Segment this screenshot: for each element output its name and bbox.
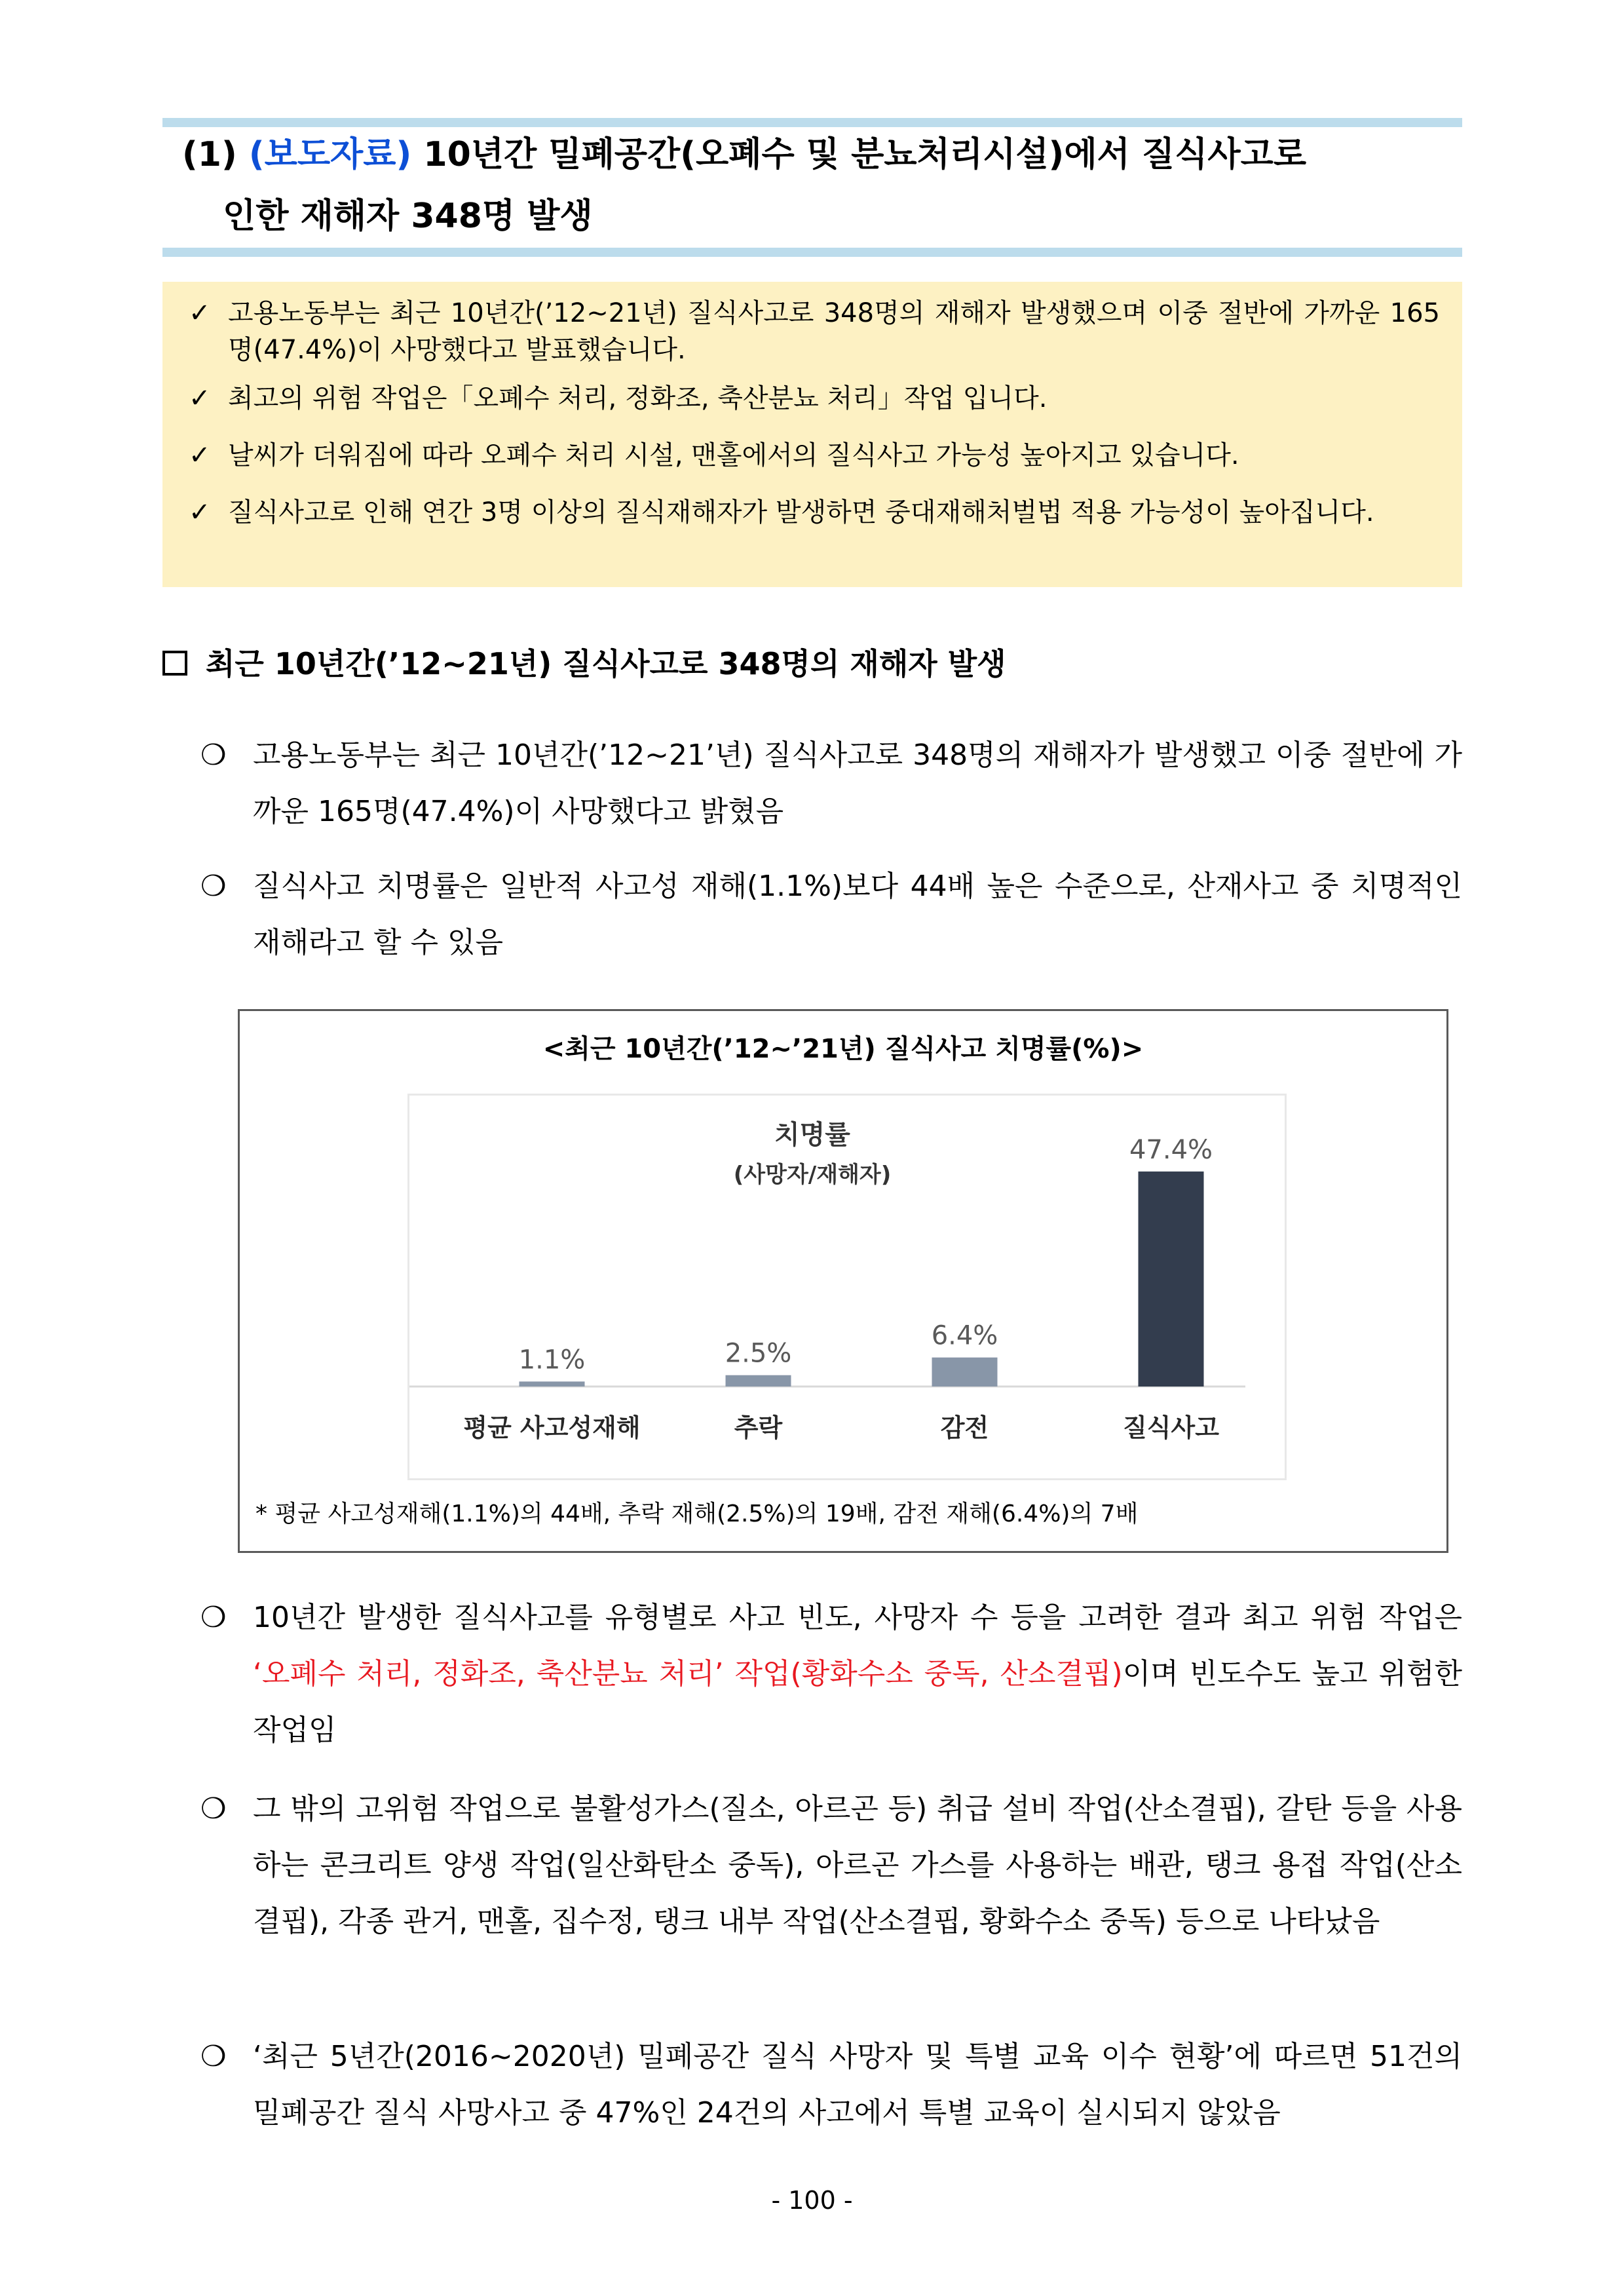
summary-item [189,494,1440,531]
title-top-rule [162,118,1462,127]
paragraph [200,1781,1462,1950]
category-label: 질식사고 [1123,1413,1219,1442]
summary-text: 날씨가 더워짐에 따라 오폐수 처리 시설, 맨홀에서의 질식사고 가능성 높아지고 있습니다. [228,440,1239,470]
circle-bullet-icon: ❍ [200,738,227,772]
page-number: - 100 - [771,2186,853,2215]
paragraph [200,1590,1462,1759]
title-tag: (보도자료) [248,135,412,174]
paragraph-text: 그 밖의 고위험 작업으로 불활성가스(질소, 아르곤 등) 취급 설비 작업(산소결핍), 갈탄 등을 사용하는 콘크리트 양생 작업(일산화탄소 중독), 아르곤 가스를 사용하는 배관, 탱크 용접 작업(산소결핍), 각종 관거, 맨홀, 집수정, 탱크 내부 작업(산소결핍, 황화수소 중독) 등으로 나타났음 [253,1792,1462,1938]
check-icon: ✓ [189,497,211,527]
circle-bullet-icon: ❍ [200,1601,227,1634]
title-bottom-rule [162,248,1462,257]
figure-caption: <최근 10년간(’12~’21년) 질식사고 치명률(%)> [542,1034,1144,1064]
section-heading-text: 최근 10년간(’12~21년) 질식사고로 348명의 재해자 발생 [206,646,1006,681]
summary-box [162,282,1462,587]
chart-bar [519,1381,585,1387]
category-label: 평균 사고성재해 [463,1413,641,1442]
circle-bullet-icon: ❍ [200,2040,227,2073]
section-heading [162,641,1006,687]
chart-title: 치명률 [774,1120,850,1150]
paragraph [200,727,1462,840]
circle-bullet-icon: ❍ [200,870,227,903]
figure-box [238,1009,1448,1553]
paragraph-text [253,1590,1462,1759]
chart-bar [932,1358,998,1387]
summary-item [189,437,1440,474]
bar-data-label: 1.1% [518,1345,586,1375]
summary-item [189,295,1440,368]
paragraph [200,858,1462,971]
paragraph-text-start: 10년간 발생한 질식사고를 유형별로 사고 빈도, 사망자 수 등을 고려한 결과 최고 위험 작업은 [253,1601,1462,1634]
page-title-line-2: 인한 재해자 348명 발생 [223,197,593,236]
summary-text: 최고의 위험 작업은「오폐수 처리, 정화조, 축산분뇨 처리」작업 입니다. [228,383,1048,413]
figure-note: * 평균 사고성재해(1.1%)의 44배, 추락 재해(2.5%)의 19배, 감전 재해(6.4%)의 7배 [255,1501,1139,1527]
check-icon: ✓ [189,440,211,470]
page-title-line-1 [182,128,1306,181]
paragraph-text-end: 이며 빈도수도 높고 위험한 작업임 [253,1657,1462,1747]
category-label: 감전 [940,1413,989,1442]
paragraph [200,2029,1462,2141]
title-text: 10년간 밀폐공간(오폐수 및 분뇨처리시설)에서 질식사고로 [423,135,1307,174]
chart-bar [726,1375,791,1387]
summary-text: 고용노동부는 최근 10년간(’12~21년) 질식사고로 348명의 재해자 발생했으며 이중 절반에 가까운 165명(47.4%)이 사망했다고 발표했습니다. [228,298,1440,365]
paragraph-text: ‘최근 5년간(2016~2020년) 밀폐공간 질식 사망자 및 특별 교육 이수 현황’에 따르면 51건의 밀폐공간 질식 사망사고 중 47%인 24건의 사고에서 특별 교육이 실시되지 않았음 [253,2040,1462,2130]
chart-canvas [409,1096,1285,1478]
circle-bullet-icon: ❍ [200,1792,227,1826]
summary-text: 질식사고로 인해 연간 3명 이상의 질식재해자가 발생하면 중대재해처벌법 적용 가능성이 높아집니다. [228,497,1374,527]
bar-chart [407,1094,1287,1480]
category-label: 추락 [734,1413,783,1442]
paragraph-text: 고용노동부는 최근 10년간(’12~21’년) 질식사고로 348명의 재해자가 발생했고 이중 절반에 가까운 165명(47.4%)이 사망했다고 밝혔음 [253,738,1462,828]
paragraph-text: 질식사고 치명률은 일반적 사고성 재해(1.1%)보다 44배 높은 수준으로, 산재사고 중 치명적인 재해라고 할 수 있음 [253,870,1462,959]
bar-data-label: 47.4% [1129,1134,1213,1165]
highlighted-text: ‘오폐수 처리, 정화조, 축산분뇨 처리’ 작업(황화수소 중독, 산소결핍) [253,1657,1123,1691]
square-bullet-icon [162,651,187,676]
chart-subtitle: (사망자/재해자) [733,1162,892,1188]
chart-bar [1139,1172,1204,1387]
title-number: (1) [182,135,237,174]
bar-data-label: 6.4% [931,1320,998,1351]
bar-data-label: 2.5% [725,1338,792,1369]
summary-item [189,380,1440,417]
check-icon: ✓ [189,383,211,413]
check-icon: ✓ [189,298,211,328]
